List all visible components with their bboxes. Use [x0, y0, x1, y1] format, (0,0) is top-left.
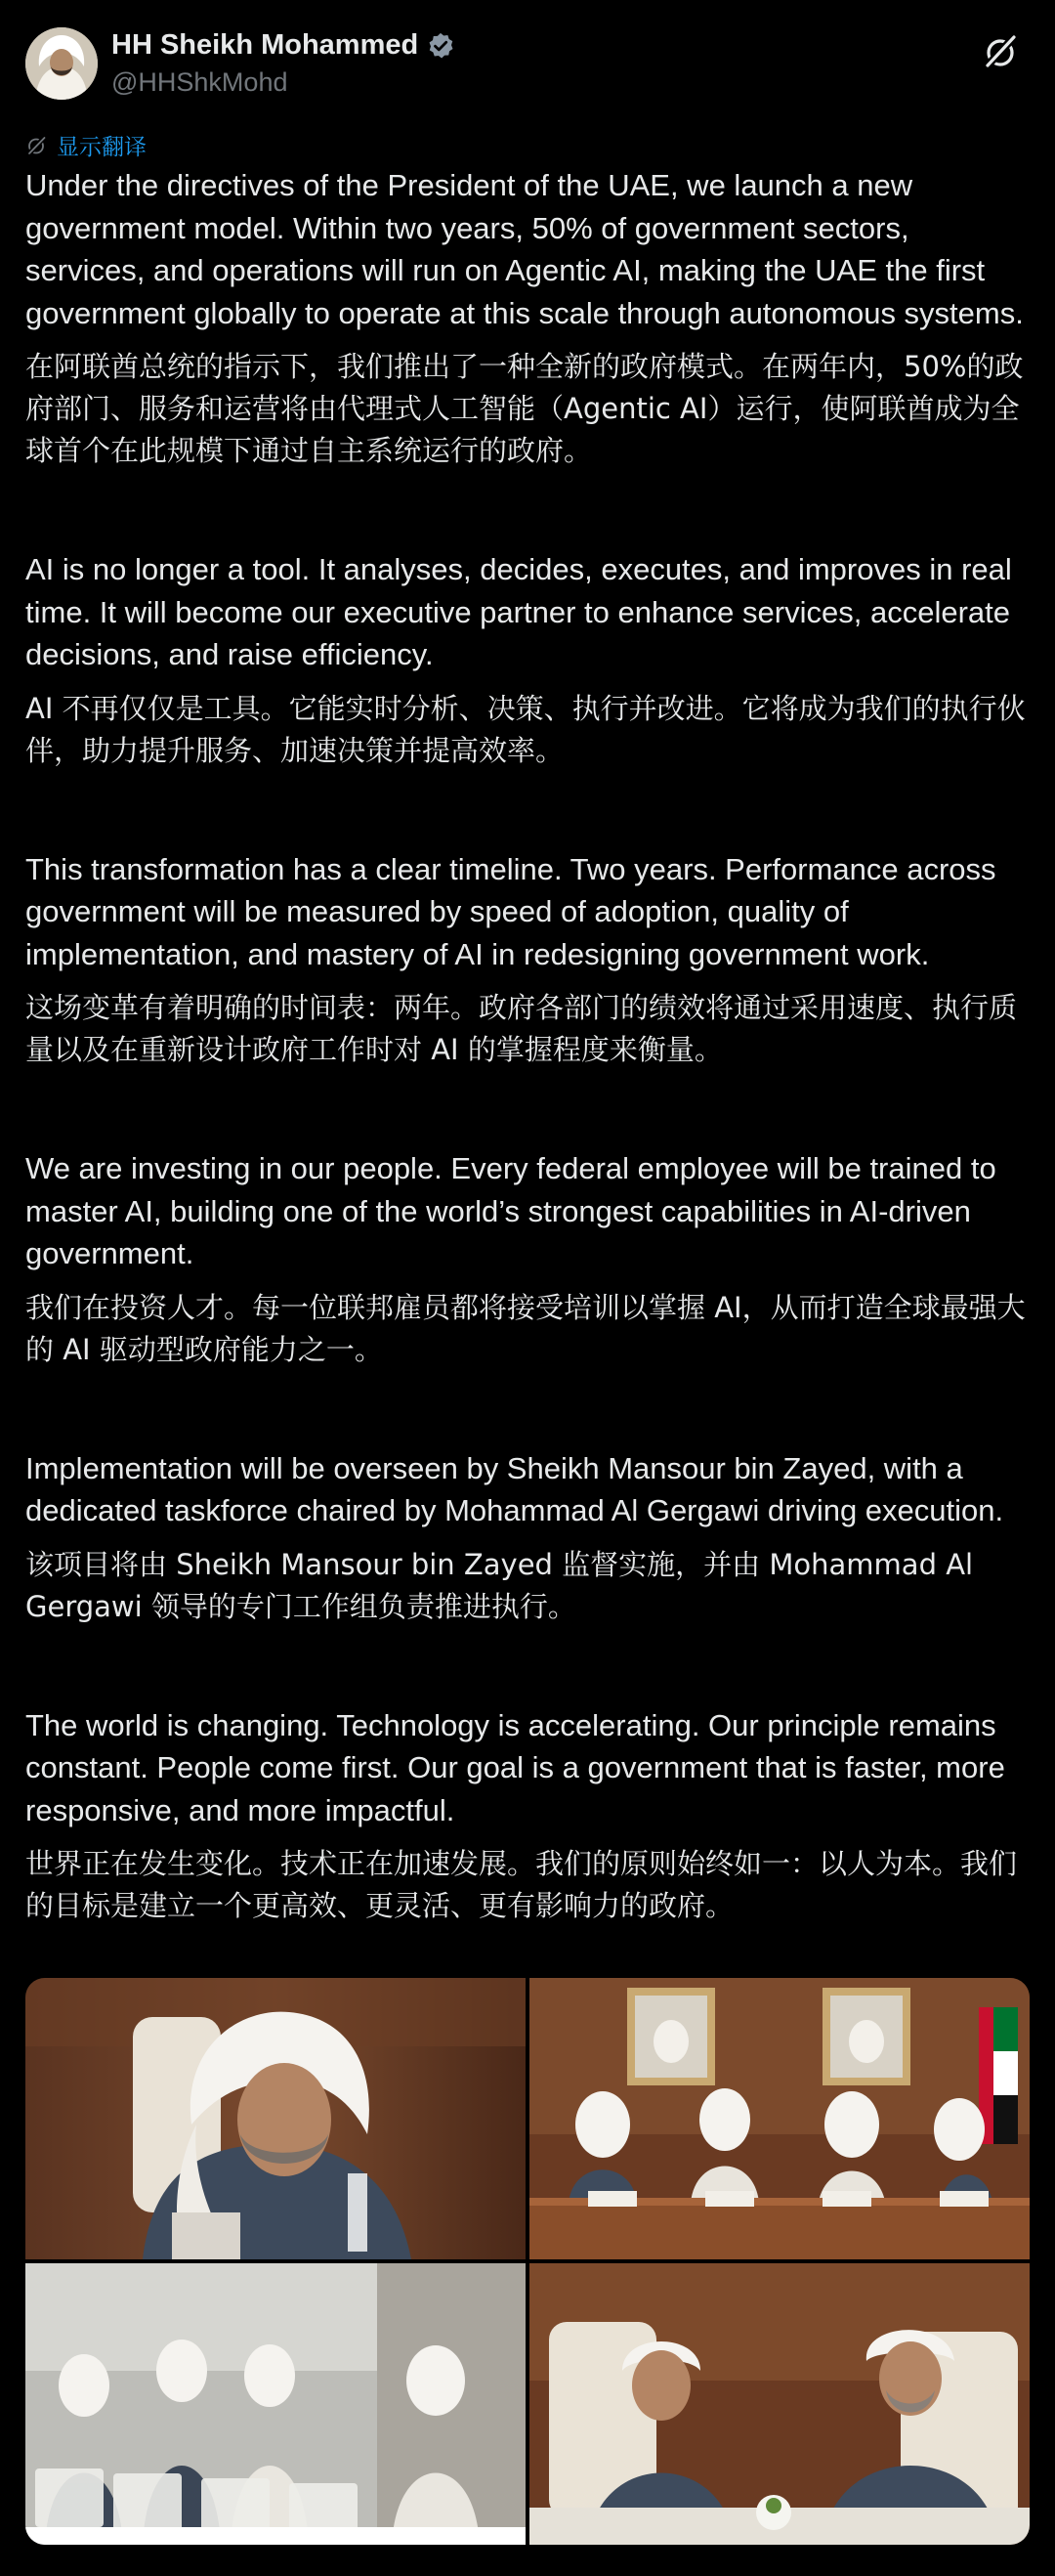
meeting-photo-3[interactable] [25, 2263, 526, 2545]
paragraph-english: AI is no longer a tool. It analyses, decides, executes, and improves in real time. It will become our executive partner to enhance services, accelerate decisions, and raise efficiency. [25, 552, 1012, 671]
paragraph-english: Under the directives of the President of the UAE, we launch a new government model. Within two years, 50% of government sectors, services, and operations will run on Agentic AI, making the UAE the first government globally to operate at this scale through autonomous systems. [25, 168, 1024, 330]
paragraph-block [25, 164, 1032, 472]
paragraph-chinese: 世界正在发生变化。技术正在加速发展。我们的原则始终如一：以人为本。我们的目标是建立一个更高效、更灵活、更有影响力的政府。 [25, 1847, 1018, 1922]
avatar[interactable] [25, 27, 98, 100]
paragraph-block [25, 1447, 1032, 1628]
display-name[interactable] [111, 29, 455, 62]
tweet-body [25, 164, 1032, 1927]
paragraph-chinese: 在阿联酋总统的指示下，我们推出了一种全新的政府模式。在两年内，50%的政府部门、服务和运营将由代理式人工智能（Agentic AI）运行，使阿联酋成为全球首个在此规模下通过自主系统运行的政府。 [25, 350, 1024, 467]
meeting-photo-4[interactable] [529, 2263, 1030, 2545]
meeting-photo-2[interactable] [529, 1978, 1030, 2259]
show-translation-label[interactable]: 显示翻译 [57, 134, 147, 159]
show-translation-link[interactable] [25, 129, 147, 161]
paragraph-block [25, 848, 1032, 1072]
paragraph-english: Implementation will be overseen by Sheikh Mansour bin Zayed, with a dedicated taskforce chaired by Mohammad Al Gergawi driving execution. [25, 1450, 1004, 1527]
grok-icon[interactable] [979, 29, 1024, 74]
paragraph-english: The world is changing. Technology is accelerating. Our principle remains constant. People come first. Our goal is a government that is faster, more responsive, and more impactful. [25, 1707, 1005, 1827]
paragraph-chinese: AI 不再仅仅是工具。它能实时分析、决策、执行并改进。它将成为我们的执行伙伴，助力提升服务、加速决策并提高效率。 [25, 691, 1026, 767]
paragraph-block [25, 1147, 1032, 1371]
handle[interactable]: @HHShkMohd [111, 67, 288, 97]
translate-icon [25, 134, 49, 157]
meeting-photo-1[interactable] [25, 1978, 526, 2259]
display-name-text[interactable]: HH Sheikh Mohammed [111, 29, 419, 61]
paragraph-chinese: 我们在投资人才。每一位联邦雇员都将接受培训以掌握 AI，从而打造全球最强大的 AI 驱动型政府能力之一。 [25, 1290, 1026, 1366]
paragraph-block [25, 1704, 1032, 1928]
paragraph-english: This transformation has a clear timeline. Two years. Performance across government will be measured by speed of adoption, quality of implementation, and mastery of AI in redesigning government work. [25, 851, 996, 971]
photo-grid [25, 1978, 1030, 2545]
author-info [111, 29, 455, 98]
verified-badge-icon [426, 31, 455, 61]
paragraph-english: We are investing in our people. Every federal employee will be trained to master AI, building one of the world’s strongest capabilities in AI-driven government. [25, 1151, 996, 1270]
paragraph-chinese: 这场变革有着明确的时间表：两年。政府各部门的绩效将通过采用速度、执行质量以及在重新设计政府工作时对 AI 的掌握程度来衡量。 [25, 991, 1018, 1066]
paragraph-block [25, 548, 1032, 772]
paragraph-chinese: 该项目将由 Sheikh Mansour bin Zayed 监督实施，并由 Mohammad Al Gergawi 领导的专门工作组负责推进执行。 [25, 1547, 974, 1623]
tweet-header [25, 25, 1030, 104]
